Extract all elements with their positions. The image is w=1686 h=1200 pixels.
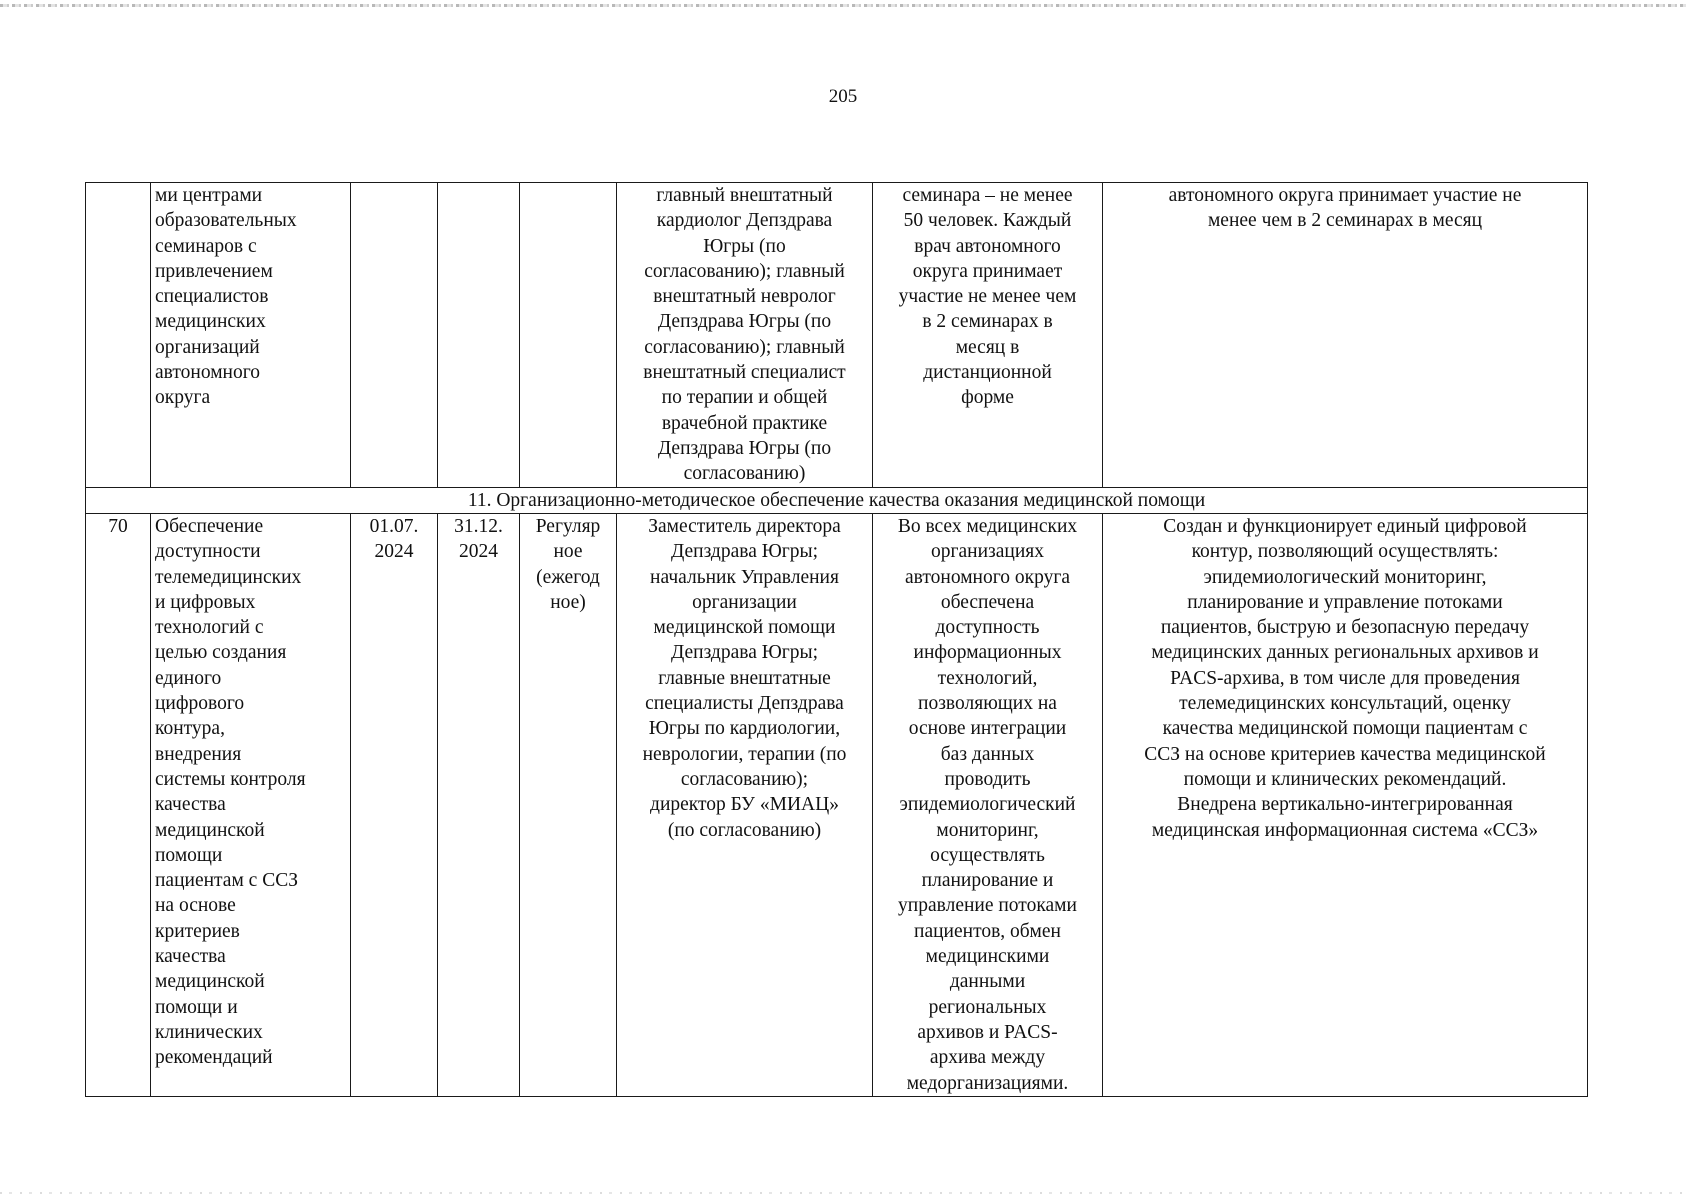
cell-result: автономного округа принимает участие не менее чем в 2 семинарах в месяц	[1103, 183, 1588, 488]
cell-result: Создан и функционирует единый цифровой контур, позволяющий осуществлять: эпидемиологический мониторинг, планирование и управление потоками пациентов, быструю и безопасную передачу медицинских данных региональных архивов и PACS-архива, в том числе для проведения телемедицинских консультаций, оценку качества медицинской помощи пациентам с ССЗ на основе критериев качества медицинской помощи и клинических рекомендаций. Внедрена вертикально-интегрированная медицинская информационная система «ССЗ»	[1103, 514, 1588, 1097]
cell-end-date	[438, 183, 520, 488]
scan-edge-top	[0, 4, 1686, 7]
table-row-section	[86, 488, 1588, 514]
page-number: 205	[828, 86, 858, 107]
cell-indicator: Во всех медицинских организациях автономного округа обеспечена доступность информационных технологий, позволяющих на основе интеграции баз данных проводить эпидемиологический мониторинг, осуществлять планирование и управление потоками пациентов, обмен медицинскими данными региональных архивов и PACS- архива между медорганизациями.	[873, 514, 1103, 1097]
table-row-continued	[86, 183, 1588, 488]
scan-edge-bottom	[0, 1192, 1686, 1194]
measures-table	[85, 182, 1588, 1097]
cell-frequency: Регуляр ное (ежегод ное)	[520, 514, 617, 1097]
cell-responsible: Заместитель директора Депздрава Югры; начальник Управления организации медицинской помощи Депздрава Югры; главные внештатные специалисты Депздрава Югры по кардиологии, неврологии, терапии (по согласованию); директор БУ «МИАЦ» (по согласованию)	[617, 514, 873, 1097]
cell-start-date	[351, 183, 438, 488]
cell-indicator: семинара – не менее 50 человек. Каждый врач автономного округа принимает участие не менее чем в 2 семинарах в месяц в дистанционной форме	[873, 183, 1103, 488]
cell-measure: Обеспечение доступности телемедицинских и цифровых технологий с целью создания единого цифрового контура, внедрения системы контроля качества медицинской помощи пациентам с ССЗ на основе критериев качества медицинской помощи и клинических рекомендаций	[151, 514, 351, 1097]
cell-measure: ми центрами образовательных семинаров с привлечением специалистов медицинских организаций автономного округа	[151, 183, 351, 488]
cell-number: 70	[86, 514, 151, 1097]
cell-start-date: 01.07. 2024	[351, 514, 438, 1097]
cell-number	[86, 183, 151, 488]
table-row-70	[86, 514, 1588, 1097]
cell-end-date: 31.12. 2024	[438, 514, 520, 1097]
cell-frequency	[520, 183, 617, 488]
cell-responsible: главный внештатный кардиолог Депздрава Югры (по согласованию); главный внештатный невролог Депздрава Югры (по согласованию); главный внештатный специалист по терапии и общей врачебной практике Депздрава Югры (по согласованию)	[617, 183, 873, 488]
section-heading: 11. Организационно-методическое обеспечение качества оказания медицинской помощи	[86, 488, 1588, 514]
